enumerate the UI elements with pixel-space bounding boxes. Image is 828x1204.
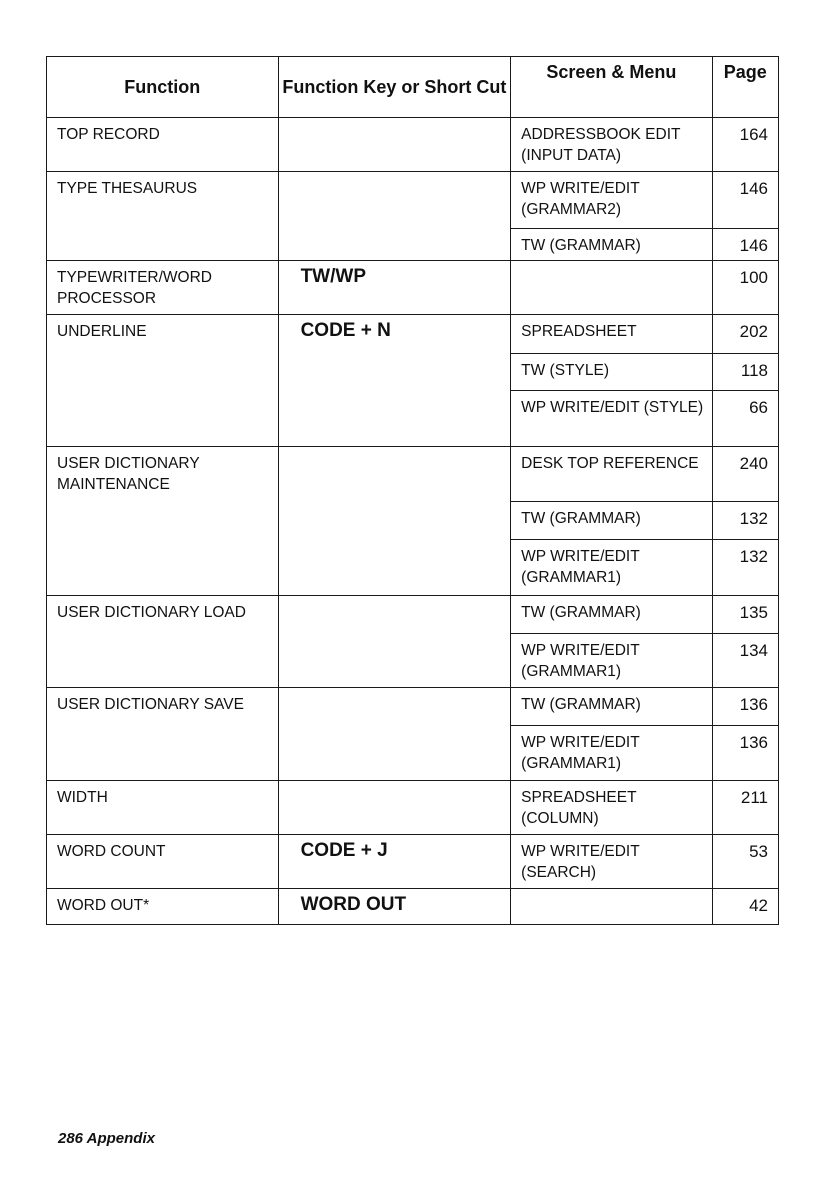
screen-menu	[511, 889, 711, 899]
page-number: 132	[739, 547, 768, 566]
function-reference-table	[46, 56, 779, 925]
page-cell	[712, 261, 778, 315]
screen-cell	[511, 634, 712, 688]
function-name: WORD COUNT	[57, 843, 166, 860]
screen-menu: TW (GRAMMAR)	[521, 604, 641, 621]
screen-menu: WP WRITE/EDIT (GRAMMAR1)	[521, 734, 640, 772]
function-key	[279, 118, 511, 127]
function-name: UNDERLINE	[57, 323, 147, 340]
screen-cell	[511, 688, 712, 726]
table-row	[47, 261, 779, 315]
screen-menu: WP WRITE/EDIT (GRAMMAR1)	[521, 548, 640, 586]
page-cell	[712, 447, 778, 502]
page-number: 136	[739, 695, 768, 714]
table-row	[47, 315, 779, 354]
screen-menu: SPREADSHEET	[521, 323, 637, 340]
screen-cell	[511, 889, 712, 925]
screen-cell	[511, 447, 712, 502]
function-name: USER DICTIONARY LOAD	[57, 604, 246, 621]
function-key	[279, 447, 511, 456]
function-cell	[47, 889, 279, 925]
screen-cell	[511, 391, 712, 447]
page-cell	[712, 354, 778, 391]
screen-menu: WP WRITE/EDIT (SEARCH)	[521, 843, 640, 881]
key-cell	[278, 596, 511, 688]
header-screen: Screen & Menu	[511, 57, 712, 118]
function-name: TYPE THESAURUS	[57, 180, 198, 197]
key-cell	[278, 781, 511, 835]
screen-menu: TW (GRAMMAR)	[521, 510, 641, 527]
screen-cell	[511, 118, 712, 172]
table-row	[47, 447, 779, 502]
function-cell	[47, 447, 279, 596]
screen-menu	[511, 261, 711, 271]
screen-cell	[511, 229, 712, 261]
page-number: 146	[739, 236, 768, 255]
key-cell	[278, 447, 511, 596]
page-cell	[712, 118, 778, 172]
page-cell	[712, 596, 778, 634]
table-row	[47, 835, 779, 889]
function-cell	[47, 835, 279, 889]
function-cell	[47, 261, 279, 315]
page-cell	[712, 889, 778, 925]
page-cell	[712, 540, 778, 596]
page-number: 164	[739, 125, 768, 144]
function-name: USER DICTIONARY MAINTENANCE	[57, 455, 200, 493]
table-row	[47, 596, 779, 634]
screen-menu: TW (GRAMMAR)	[521, 696, 641, 713]
function-cell	[47, 781, 279, 835]
page-number: 240	[739, 454, 768, 473]
header-row	[47, 57, 779, 118]
function-name: USER DICTIONARY SAVE	[57, 696, 244, 713]
page-cell	[712, 726, 778, 781]
function-name: WIDTH	[57, 789, 108, 806]
screen-menu: DESK TOP REFERENCE	[521, 455, 699, 472]
screen-menu: WP WRITE/EDIT (GRAMMAR2)	[521, 180, 640, 218]
function-name: TYPEWRITER/WORD PROCESSOR	[57, 269, 212, 307]
screen-cell	[511, 726, 712, 781]
page-cell	[712, 781, 778, 835]
page-number: 135	[739, 603, 768, 622]
function-key	[279, 172, 511, 181]
screen-cell	[511, 835, 712, 889]
function-cell	[47, 172, 279, 261]
key-cell	[278, 172, 511, 261]
page-number: 100	[739, 268, 768, 287]
function-key: WORD OUT	[300, 894, 407, 915]
page-number: 118	[740, 361, 768, 380]
function-key: TW/WP	[300, 266, 367, 287]
page-cell	[712, 229, 778, 261]
key-cell	[278, 889, 511, 925]
page-cell	[712, 391, 778, 447]
table-row	[47, 889, 779, 925]
header-page: Page	[712, 57, 778, 118]
screen-menu: WP WRITE/EDIT (STYLE)	[521, 399, 704, 416]
screen-cell	[511, 596, 712, 634]
screen-cell	[511, 781, 712, 835]
screen-menu: TW (GRAMMAR)	[521, 237, 641, 254]
table-row	[47, 688, 779, 726]
page-number: 146	[739, 179, 768, 198]
page-number: 202	[739, 322, 768, 341]
function-name: WORD OUT*	[57, 897, 150, 914]
header-function: Function	[47, 57, 279, 118]
page-number: 134	[739, 641, 768, 660]
screen-cell	[511, 315, 712, 354]
function-key: CODE + J	[300, 840, 388, 861]
screen-menu: WP WRITE/EDIT (GRAMMAR1)	[521, 642, 640, 680]
key-cell	[278, 835, 511, 889]
function-key	[279, 781, 511, 790]
screen-menu: ADDRESSBOOK EDIT (INPUT DATA)	[521, 126, 681, 164]
page-cell	[712, 315, 778, 354]
function-key	[279, 596, 511, 605]
screen-cell	[511, 354, 712, 391]
screen-menu: TW (STYLE)	[521, 362, 609, 379]
function-cell	[47, 315, 279, 447]
table-body	[47, 118, 779, 925]
function-cell	[47, 688, 279, 781]
page-number: 211	[740, 788, 768, 807]
screen-cell	[511, 261, 712, 315]
key-cell	[278, 118, 511, 172]
screen-cell	[511, 172, 712, 229]
key-cell	[278, 315, 511, 447]
screen-menu: SPREADSHEET (COLUMN)	[521, 789, 637, 827]
page-footer: 286 Appendix	[58, 1130, 155, 1147]
page-cell	[712, 634, 778, 688]
table-row	[47, 118, 779, 172]
page-number: 66	[749, 398, 768, 417]
key-cell	[278, 688, 511, 781]
function-name: TOP RECORD	[57, 126, 160, 143]
key-cell	[278, 261, 511, 315]
page-number: 42	[749, 896, 768, 915]
page-cell	[712, 172, 778, 229]
table-row	[47, 781, 779, 835]
page-number: 132	[739, 509, 768, 528]
page-number: 136	[739, 733, 768, 752]
header-key: Function Key or Short Cut	[278, 57, 511, 118]
page-number: 53	[749, 842, 768, 861]
function-cell	[47, 596, 279, 688]
page-cell	[712, 688, 778, 726]
screen-cell	[511, 502, 712, 540]
screen-cell	[511, 540, 712, 596]
function-key	[279, 688, 511, 697]
function-cell	[47, 118, 279, 172]
page-cell	[712, 835, 778, 889]
page-cell	[712, 502, 778, 540]
table-row	[47, 172, 779, 229]
function-key: CODE + N	[300, 320, 391, 341]
